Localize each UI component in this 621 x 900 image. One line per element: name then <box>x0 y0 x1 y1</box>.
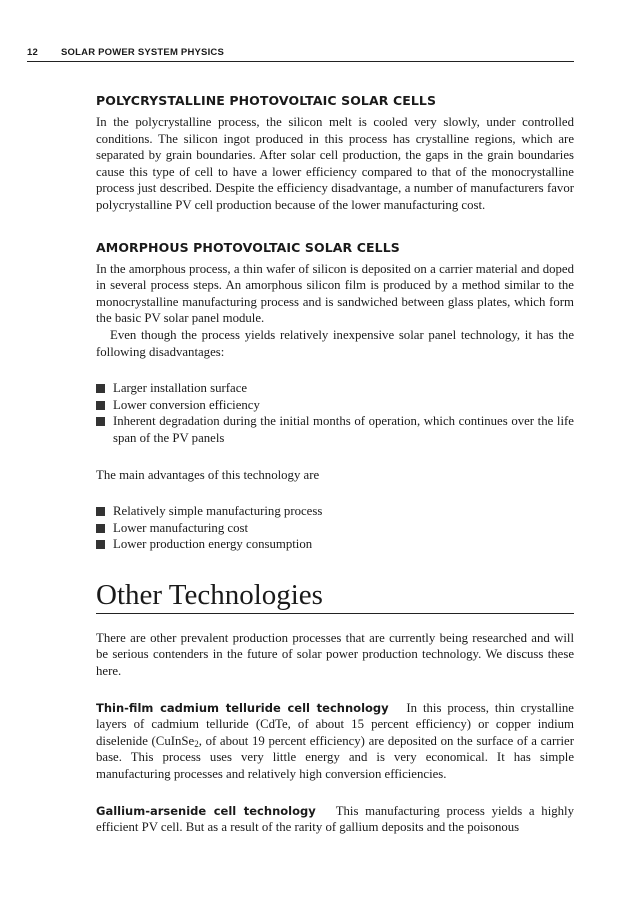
list-item: Lower manufacturing cost <box>96 520 574 537</box>
bullet-square-icon <box>96 507 105 516</box>
advantages-list <box>96 503 574 553</box>
running-header <box>27 47 574 62</box>
list-item: Larger installation surface <box>96 380 574 397</box>
list-item: Relatively simple manufacturing process <box>96 503 574 520</box>
list-item: Inherent degradation during the initial months of operation, which continues over the life span of the PV panels <box>96 413 574 446</box>
paragraph-gallium: Gallium-arsenide cell technology This manufacturing process yields a highly efficient PV cell. But as a result of the rarity of gallium deposits and the poisonous <box>96 803 575 835</box>
paragraph-other-intro: There are other prevalent production processes that are currently being researched and will be serious contenders in the future of solar power production technology. We discuss these here. <box>96 630 574 679</box>
paragraph-amorphous-1: In the amorphous process, a thin wafer of silicon is deposited on a carrier material and doped in several process steps. An amorphous silicon film is produced by a method similar to the monocrystalline manufacturing process and is sandwiched between glass plates, which form the basic PV solar panel module. <box>96 261 574 326</box>
bullet-square-icon <box>96 384 105 393</box>
paragraph-thin-film: Thin-film cadmium telluride cell technology In this process, thin crystalline layers of cadmium telluride (CdTe, of about 15 percent efficiency) or copper indium diselenide (CuInSe$_2$, of about 19 percent efficiency) are deposited on the surface of a carrier base. This process uses very little energy and is very economical. It has simple manufacturing processes and relatively high conversion efficiencies. <box>96 700 574 782</box>
page-number: 12 <box>27 47 38 58</box>
run-in-heading-gallium: Gallium-arsenide cell technology <box>96 803 316 818</box>
list-item: Lower production energy consumption <box>96 536 574 553</box>
bullet-square-icon <box>96 540 105 549</box>
running-title: SOLAR POWER SYSTEM PHYSICS <box>61 47 225 58</box>
section-heading-polycrystalline: POLYCRYSTALLINE PHOTOVOLTAIC SOLAR CELLS <box>96 93 437 108</box>
list-item: Lower conversion efficiency <box>96 397 574 414</box>
run-in-heading-thin-film: Thin-film cadmium telluride cell technology <box>96 700 389 715</box>
paragraph-amorphous-2: Even though the process yields relatively inexpensive solar panel technology, it has the following disadvantages: <box>96 327 574 359</box>
advantages-intro: The main advantages of this technology are <box>96 467 320 482</box>
bullet-square-icon <box>96 401 105 410</box>
bullet-square-icon <box>96 417 105 426</box>
section-heading-amorphous: AMORPHOUS PHOTOVOLTAIC SOLAR CELLS <box>96 239 400 255</box>
page-body <box>96 93 574 836</box>
paragraph-polycrystalline: In the polycrystalline process, the silicon melt is cooled very slowly, under controlled conditions. The silicon ingot produced in this process has crystalline regions, which are separated by grain boundaries. After solar cell production, the gaps in the grain boundaries cause this type of cell to have a lower efficiency compared to that of the monocrystalline process just described. Despite the efficiency disadvantage, a number of manufacturers favor polycrystalline PV cell production because of the lower manufacturing cost. <box>96 115 574 212</box>
section-heading-other-technologies: Other Technologies <box>96 579 574 614</box>
bullet-square-icon <box>96 524 105 533</box>
disadvantages-list <box>96 380 574 446</box>
